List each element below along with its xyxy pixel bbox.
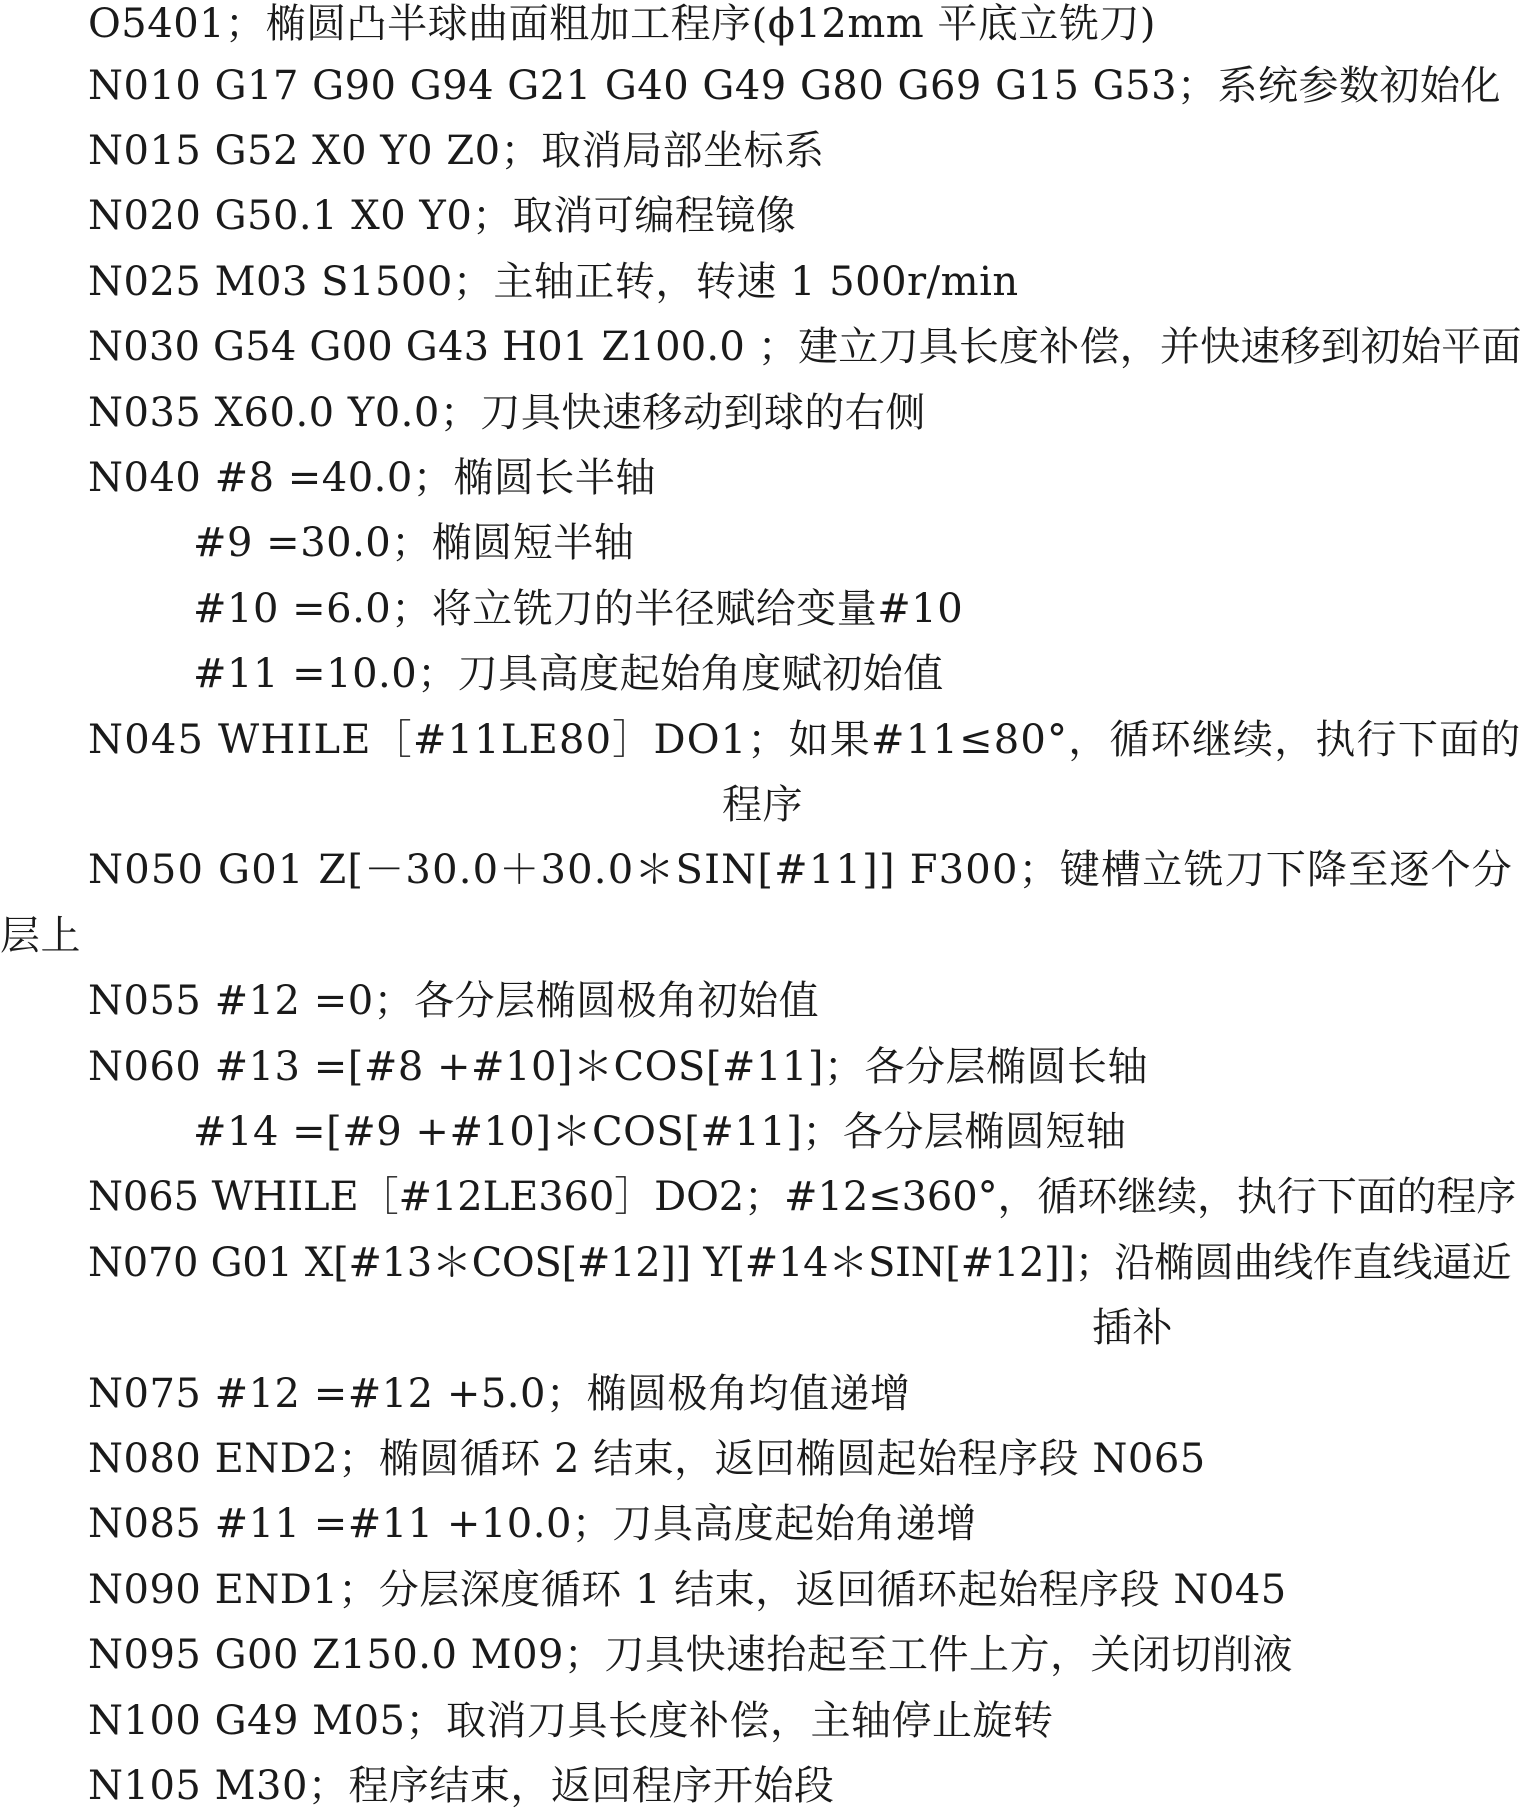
program-line: N070 G01 X[#13＊COS[#12]] Y[#14＊SIN[#12]]；沿椭圆曲线作直线逼近 — [88, 1240, 1512, 1286]
program-line: N020 G50.1 X0 Y0；取消可编程镜像 — [88, 193, 797, 239]
program-line: N025 M03 S1500；主轴正转，转速 1 500r/min — [88, 259, 1019, 305]
program-line: N030 G54 G00 G43 H01 Z100.0 ；建立刀具长度补偿，并快速移到初始平面 — [88, 324, 1522, 370]
program-line: N055 #12 =0；各分层椭圆极角初始值 — [88, 978, 820, 1024]
program-line: N080 END2；椭圆循环 2 结束，返回椭圆起始程序段 N065 — [88, 1436, 1206, 1482]
program-line: N100 G49 M05；取消刀具长度补偿，主轴停止旋转 — [88, 1698, 1054, 1744]
program-line: N090 END1；分层深度循环 1 结束，返回循环起始程序段 N045 — [88, 1567, 1287, 1613]
program-line: N015 G52 X0 Y0 Z0；取消局部坐标系 — [88, 128, 825, 174]
program-line: N105 M30；程序结束，返回程序开始段 — [88, 1763, 835, 1809]
program-line: N075 #12 =#12 +5.0；椭圆极角均值递增 — [88, 1371, 911, 1417]
program-line: N040 #8 =40.0；椭圆长半轴 — [88, 455, 656, 501]
program-line: N065 WHILE［#12LE360］DO2；#12≤360°，循环继续，执行下面的程序 — [88, 1174, 1517, 1220]
program-line: N035 X60.0 Y0.0；刀具快速移动到球的右侧 — [88, 390, 926, 436]
program-line: N010 G17 G90 G94 G21 G40 G49 G80 G69 G15 G53；系统参数初始化 — [88, 63, 1502, 109]
program-line-continuation: 插补 — [1092, 1305, 1173, 1351]
program-line-continuation: 层上 — [0, 913, 81, 959]
program-title-line: O5401；椭圆凸半球曲面粗加工程序(ϕ12mm 平底立铣刀) — [88, 1, 1157, 47]
program-line-indented: #9 =30.0；椭圆短半轴 — [193, 520, 635, 566]
program-line: N045 WHILE［#11LE80］DO1；如果#11≤80°，循环继续，执行下面的 — [88, 717, 1522, 763]
program-line: N050 G01 Z[－30.0＋30.0＊SIN[#11]] F300；键槽立铣刀下降至逐个分 — [88, 847, 1514, 893]
program-line-indented: #11 =10.0；刀具高度起始角度赋初始值 — [193, 651, 944, 697]
program-line: N095 G00 Z150.0 M09；刀具快速抬起至工件上方，关闭切削液 — [88, 1632, 1294, 1678]
program-line-continuation: 程序 — [722, 782, 803, 828]
program-line: N085 #11 =#11 +10.0；刀具高度起始角递增 — [88, 1501, 977, 1547]
program-line-indented: #14 =[#9 +#10]＊COS[#11]；各分层椭圆短轴 — [193, 1109, 1127, 1155]
program-line-indented: #10 =6.0；将立铣刀的半径赋给变量#10 — [193, 586, 964, 632]
program-line: N060 #13 =[#8 +#10]＊COS[#11]；各分层椭圆长轴 — [88, 1044, 1148, 1090]
